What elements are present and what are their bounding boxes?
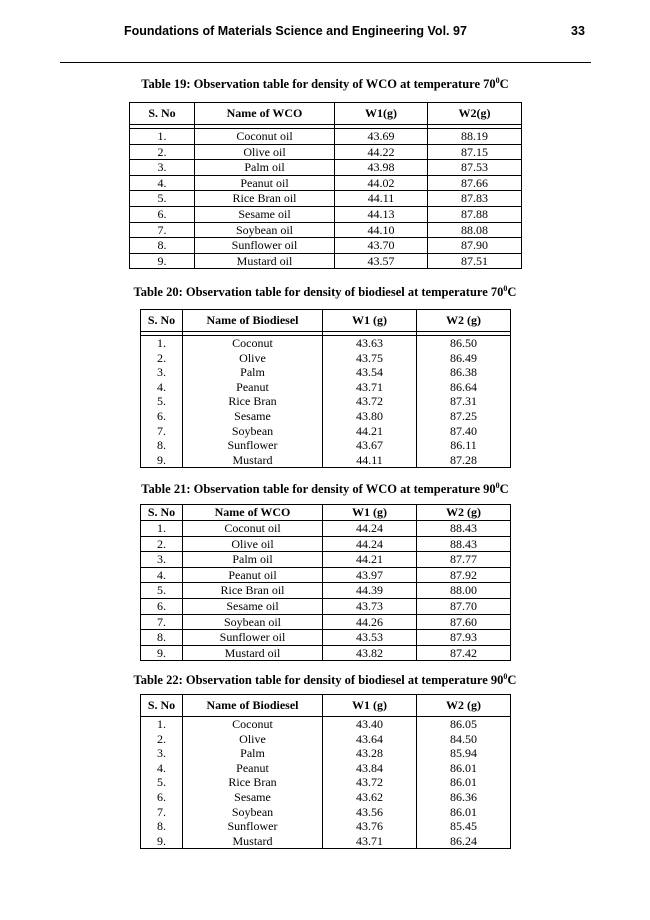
table-row [141, 336, 511, 351]
table-cell: 4. [141, 761, 183, 776]
table-cell: 88.00 [417, 583, 511, 599]
table-cell: Soybean oil [183, 614, 323, 630]
table-cell: Peanut oil [195, 175, 335, 191]
table-body [141, 521, 511, 661]
table-cell: 7. [130, 222, 195, 238]
table-cell: 9. [141, 645, 183, 661]
column-header: W2(g) [428, 103, 522, 125]
table-cell: Olive [183, 351, 323, 366]
table-cell: 86.01 [417, 761, 511, 776]
table-cell: Sesame oil [195, 206, 335, 222]
table-cell: 1. [130, 129, 195, 145]
table-cell: 86.05 [417, 717, 511, 732]
journal-title: Foundations of Materials Science and Engineering Vol. 97 [124, 24, 467, 38]
table-cell: 87.88 [428, 206, 522, 222]
table-cell: 87.70 [417, 598, 511, 614]
table-cell: 3. [130, 160, 195, 176]
table-cell: 8. [141, 819, 183, 834]
table-cell: Rice Bran oil [183, 583, 323, 599]
table-row [130, 206, 522, 222]
table-cell: Coconut [183, 336, 323, 351]
table-row [130, 238, 522, 254]
table-row [141, 409, 511, 424]
table-cell: Peanut [183, 380, 323, 395]
table-body [141, 332, 511, 468]
table-cell: 3. [141, 746, 183, 761]
table-row [141, 834, 511, 849]
table-cell: Palm [183, 365, 323, 380]
table-cell: 87.60 [417, 614, 511, 630]
table-cell: 44.10 [335, 222, 428, 238]
table-cell: Coconut oil [195, 129, 335, 145]
table-cell: 44.22 [335, 144, 428, 160]
table-cell: 87.31 [417, 394, 511, 409]
column-header: W1 (g) [323, 695, 417, 717]
table-cell: 4. [141, 567, 183, 583]
column-header: W1 (g) [323, 310, 417, 332]
table-cell: 44.13 [335, 206, 428, 222]
table-cell: Sesame [183, 790, 323, 805]
table-cell: 86.38 [417, 365, 511, 380]
table-cell: 43.67 [323, 438, 417, 453]
table-cell: Soybean [183, 805, 323, 820]
table-cell: Palm [183, 746, 323, 761]
table-21-caption [0, 482, 650, 497]
table-cell: 6. [141, 409, 183, 424]
page-number: 33 [571, 24, 585, 38]
table-cell: 87.83 [428, 191, 522, 207]
table-cell: Soybean oil [195, 222, 335, 238]
table-cell: 85.94 [417, 746, 511, 761]
table-cell: 7. [141, 614, 183, 630]
table-cell: 43.64 [323, 732, 417, 747]
table-row [130, 222, 522, 238]
table-cell: 44.02 [335, 175, 428, 191]
column-header: W2 (g) [417, 505, 511, 521]
table-cell: 43.75 [323, 351, 417, 366]
table-cell: 43.82 [323, 645, 417, 661]
table-cell: 43.72 [323, 775, 417, 790]
table-cell: 43.97 [323, 567, 417, 583]
column-header: W1(g) [335, 103, 428, 125]
column-header: W1 (g) [323, 505, 417, 521]
column-header: Name of Biodiesel [183, 695, 323, 717]
table-body [141, 717, 511, 849]
table-cell: 2. [130, 144, 195, 160]
table-22 [140, 694, 511, 849]
table-cell: 86.36 [417, 790, 511, 805]
table-cell: 87.90 [428, 238, 522, 254]
table-cell: Palm oil [195, 160, 335, 176]
table-21 [140, 504, 511, 661]
table-cell: 44.39 [323, 583, 417, 599]
table-row [141, 453, 511, 468]
table-cell: 6. [141, 598, 183, 614]
table-cell: 43.84 [323, 761, 417, 776]
table-cell: 84.50 [417, 732, 511, 747]
table-cell: 87.25 [417, 409, 511, 424]
table-row [141, 365, 511, 380]
table-cell: 3. [141, 552, 183, 568]
table-cell: 44.11 [323, 453, 417, 468]
table-cell: Sunflower [183, 438, 323, 453]
table-cell: 7. [141, 424, 183, 439]
table-20 [140, 309, 511, 468]
table-cell: 43.73 [323, 598, 417, 614]
table-cell: Rice Bran oil [195, 191, 335, 207]
table-cell: 43.71 [323, 834, 417, 849]
caption-unit: C [507, 285, 517, 299]
caption-unit: C [499, 77, 509, 91]
table-cell: 44.21 [323, 424, 417, 439]
table-cell: Sunflower oil [183, 630, 323, 646]
table-cell: 43.54 [323, 365, 417, 380]
table-cell: 86.01 [417, 775, 511, 790]
table-cell: 4. [141, 380, 183, 395]
column-header: Name of WCO [183, 505, 323, 521]
table-cell: 43.71 [323, 380, 417, 395]
caption-text: Table 19: Observation table for density of WCO at temperature 70 [141, 77, 496, 91]
table-cell: 5. [141, 583, 183, 599]
table-cell: 86.11 [417, 438, 511, 453]
table-cell: 7. [141, 805, 183, 820]
column-header: Name of Biodiesel [183, 310, 323, 332]
caption-superscript: 0 [503, 283, 508, 293]
caption-text: Table 21: Observation table for density of WCO at temperature 90 [141, 482, 496, 496]
caption-unit: C [499, 482, 509, 496]
table-cell: 87.51 [428, 253, 522, 269]
table-cell: 43.72 [323, 394, 417, 409]
table-row [141, 598, 511, 614]
table-body [130, 125, 522, 269]
table-cell: Rice Bran [183, 775, 323, 790]
table-row [141, 438, 511, 453]
table-cell: 2. [141, 732, 183, 747]
table-cell: 43.40 [323, 717, 417, 732]
table-cell: 88.19 [428, 129, 522, 145]
table-cell: 87.42 [417, 645, 511, 661]
table-cell: Coconut oil [183, 521, 323, 537]
table-20-caption [0, 285, 650, 300]
table-cell: 2. [141, 536, 183, 552]
table-row [141, 424, 511, 439]
table-cell: 88.43 [417, 536, 511, 552]
table-cell: 9. [141, 834, 183, 849]
table-cell: Mustard oil [195, 253, 335, 269]
table-row [141, 732, 511, 747]
table-cell: 6. [141, 790, 183, 805]
table-row [130, 129, 522, 145]
table-cell: 87.53 [428, 160, 522, 176]
table-row [141, 567, 511, 583]
table-row [130, 191, 522, 207]
table-cell: Rice Bran [183, 394, 323, 409]
table-19-caption [0, 77, 650, 92]
table-cell: Olive oil [195, 144, 335, 160]
table-cell: 44.24 [323, 536, 417, 552]
table-cell: 8. [130, 238, 195, 254]
table-row [141, 380, 511, 395]
table-cell: 5. [141, 394, 183, 409]
column-header: W2 (g) [417, 310, 511, 332]
table-row [141, 746, 511, 761]
table-row [141, 645, 511, 661]
table-cell: Sunflower oil [195, 238, 335, 254]
table-cell: 2. [141, 351, 183, 366]
table-row [130, 253, 522, 269]
column-header: S. No [141, 310, 183, 332]
table-cell: 87.92 [417, 567, 511, 583]
table-cell: 88.43 [417, 521, 511, 537]
table-row [141, 583, 511, 599]
table-19 [129, 102, 522, 269]
caption-unit: C [507, 673, 517, 687]
table-cell: 44.24 [323, 521, 417, 537]
table-cell: 86.50 [417, 336, 511, 351]
table-cell: 43.70 [335, 238, 428, 254]
table-cell: 43.63 [323, 336, 417, 351]
table-row [141, 536, 511, 552]
table-cell: Mustard oil [183, 645, 323, 661]
table-cell: 86.64 [417, 380, 511, 395]
table-cell: Olive oil [183, 536, 323, 552]
table-cell: Sesame oil [183, 598, 323, 614]
table-cell: 8. [141, 630, 183, 646]
table-cell: 5. [141, 775, 183, 790]
table-cell: Coconut [183, 717, 323, 732]
table-cell: 87.28 [417, 453, 511, 468]
caption-superscript: 0 [495, 75, 500, 85]
table-cell: 43.76 [323, 819, 417, 834]
table-cell: 44.11 [335, 191, 428, 207]
table-cell: 43.69 [335, 129, 428, 145]
column-header: S. No [141, 695, 183, 717]
table-cell: Olive [183, 732, 323, 747]
table-cell: 43.98 [335, 160, 428, 176]
table-cell: 4. [130, 175, 195, 191]
caption-text: Table 22: Observation table for density of biodiesel at temperature 90 [133, 673, 504, 687]
caption-superscript: 0 [495, 480, 500, 490]
table-cell: 3. [141, 365, 183, 380]
caption-text: Table 20: Observation table for density of biodiesel at temperature 70 [133, 285, 504, 299]
table-cell: 44.21 [323, 552, 417, 568]
table-cell: 1. [141, 336, 183, 351]
table-cell: Soybean [183, 424, 323, 439]
table-cell: 87.93 [417, 630, 511, 646]
table-cell: Sesame [183, 409, 323, 424]
table-cell: 1. [141, 717, 183, 732]
table-cell: 85.45 [417, 819, 511, 834]
column-header: W2 (g) [417, 695, 511, 717]
table-cell: 43.62 [323, 790, 417, 805]
table-row [141, 790, 511, 805]
table-cell: 88.08 [428, 222, 522, 238]
table-cell: 1. [141, 521, 183, 537]
table-cell: 43.56 [323, 805, 417, 820]
table-cell: Peanut [183, 761, 323, 776]
table-cell: 43.28 [323, 746, 417, 761]
table-row [130, 160, 522, 176]
table-row [141, 351, 511, 366]
table-cell: 9. [130, 253, 195, 269]
header-rule [60, 62, 591, 63]
table-cell: 87.15 [428, 144, 522, 160]
table-row [141, 775, 511, 790]
table-row [141, 394, 511, 409]
table-row [141, 805, 511, 820]
table-cell: 6. [130, 206, 195, 222]
table-22-caption [0, 673, 650, 688]
table-row [141, 614, 511, 630]
table-cell: Palm oil [183, 552, 323, 568]
table-cell: 5. [130, 191, 195, 207]
table-cell: 8. [141, 438, 183, 453]
table-cell: 87.77 [417, 552, 511, 568]
table-cell: 44.26 [323, 614, 417, 630]
table-row [130, 144, 522, 160]
table-cell: 43.53 [323, 630, 417, 646]
table-row [141, 717, 511, 732]
column-header: Name of WCO [195, 103, 335, 125]
column-header: S. No [130, 103, 195, 125]
table-cell: 86.24 [417, 834, 511, 849]
table-cell: Peanut oil [183, 567, 323, 583]
table-cell: 9. [141, 453, 183, 468]
table-cell: 87.66 [428, 175, 522, 191]
table-cell: Mustard [183, 834, 323, 849]
table-row [141, 552, 511, 568]
table-cell: Mustard [183, 453, 323, 468]
table-row [130, 175, 522, 191]
table-row [141, 819, 511, 834]
table-cell: 86.01 [417, 805, 511, 820]
table-cell: Sunflower [183, 819, 323, 834]
table-row [141, 521, 511, 537]
table-row [141, 630, 511, 646]
table-cell: 43.80 [323, 409, 417, 424]
table-cell: 87.40 [417, 424, 511, 439]
column-header: S. No [141, 505, 183, 521]
table-cell: 86.49 [417, 351, 511, 366]
table-cell: 43.57 [335, 253, 428, 269]
page-header [0, 24, 650, 42]
table-row [141, 761, 511, 776]
caption-superscript: 0 [503, 671, 508, 681]
